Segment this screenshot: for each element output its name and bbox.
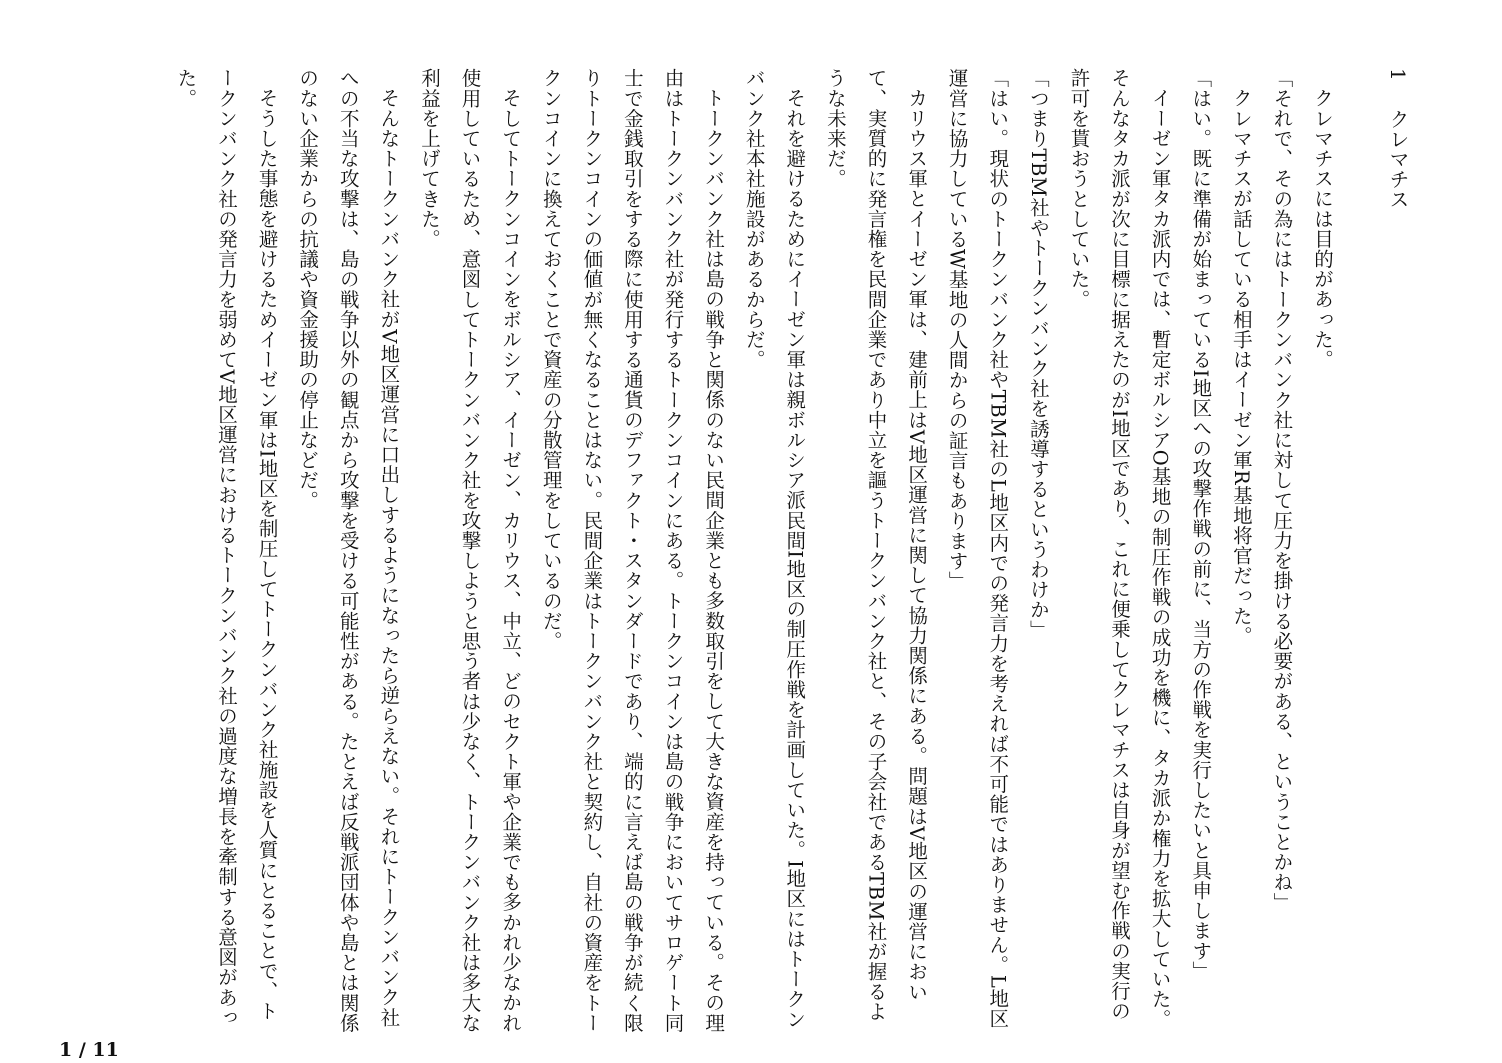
paragraph: 「はい。現状のトークンバンク社やTBM社のL地区内での発言力を考えれば不可能ではありません。L地区運営に協力しているW基地の人間からの証言もあります」 bbox=[945, 68, 1010, 1029]
paragraph: 「それで、その為にはトークンバンク社に対して圧力を掛ける必要がある、ということかね」 bbox=[1270, 68, 1294, 913]
paragraph: 「つまりTBM社やトークンバンク社を誘導するというわけか」 bbox=[1026, 68, 1050, 640]
paragraph: そんなトークンバンク社がV地区運営に口出しするようになったら逆らえない。それにトークンバンク社への不当な攻撃は、島の戦争以外の観点から攻撃を受ける可能性がある。たとえば反戦派団体や島とは関係のない企業からの抗議や資金援助の停止などだ。 bbox=[296, 68, 401, 1033]
paragraph: そしてトークンコインをボルシア、イーゼン、カリウス、中立、どのセクト軍や企業でも多かれ少なかれ使用しているため、意図してトークンバンク社を攻撃しようと思う者は少なく、トークンバンク社は多大な利益を上げてきた。 bbox=[417, 68, 523, 1033]
paragraph: カリウス軍とイーゼン軍は、建前上はV地区運営に関して協力関係にある。問題はV地区の運営において、実質的に発言権を民間企業であり中立を謳うトークンバンク社と、その子会社であるTBM社が握るような未来だ。 bbox=[823, 68, 929, 1022]
paragraph: それを避けるためにイーゼン軍は親ボルシア派民間I地区の制圧作戦を計画していた。I地区にはトークンバンク社本社施設があるからだ。 bbox=[742, 68, 807, 1029]
page-number: 1 / 11 bbox=[59, 1039, 119, 1061]
chapter-title: クレマチス bbox=[1386, 108, 1410, 209]
chapter-heading bbox=[1378, 68, 1418, 268]
body-text bbox=[165, 68, 1342, 1038]
chapter-number: 1 bbox=[1386, 68, 1410, 81]
paragraph: 「はい。既に準備が始まっているI地区への攻撃作戦の前に、当方の作戦を実行したいと具申します」 bbox=[1189, 68, 1213, 981]
paragraph: トークンバンク社は島の戦争と関係のない民間企業とも多数取引をして大きな資産を持っている。その理由はトークンバンク社が発行するトークンコインにある。トークンコインは島の戦争においてサロゲート同士で金銭取引をする際に使用する通貨のデファクト・スタンダードであり、端的に言えば島の戦争が続く限りトークンコインの価値が無くなることはない。民間企業はトークンバンク社と契約し、自社の資産をトークンコインに換えておくことで資産の分散管理をしているのだ。 bbox=[539, 68, 726, 1033]
paragraph: そうした事態を避けるためイーゼン軍はI地区を制圧してトークンバンク社施設を人質にとることで、トークンバンク社の発言力を弱めてV地区運営におけるトークンバンク社の過度な増長を牽制する意図があった。 bbox=[174, 68, 279, 1028]
paragraph: クレマチスが話している相手はイーゼン軍R基地将官だった。 bbox=[1229, 87, 1253, 646]
paragraph: イーゼン軍タカ派内では、暫定ボルシアO基地の制圧作戦の成功を機に、タカ派か権力を拡大していた。そんなタカ派が次に目標に据えたのがI地区であり、これに便乗してクレマチスは自身が望む作戦の実行の許可を貰おうとしていた。 bbox=[1067, 68, 1172, 1029]
paragraph: クレマチスには目的があった。 bbox=[1311, 87, 1334, 369]
